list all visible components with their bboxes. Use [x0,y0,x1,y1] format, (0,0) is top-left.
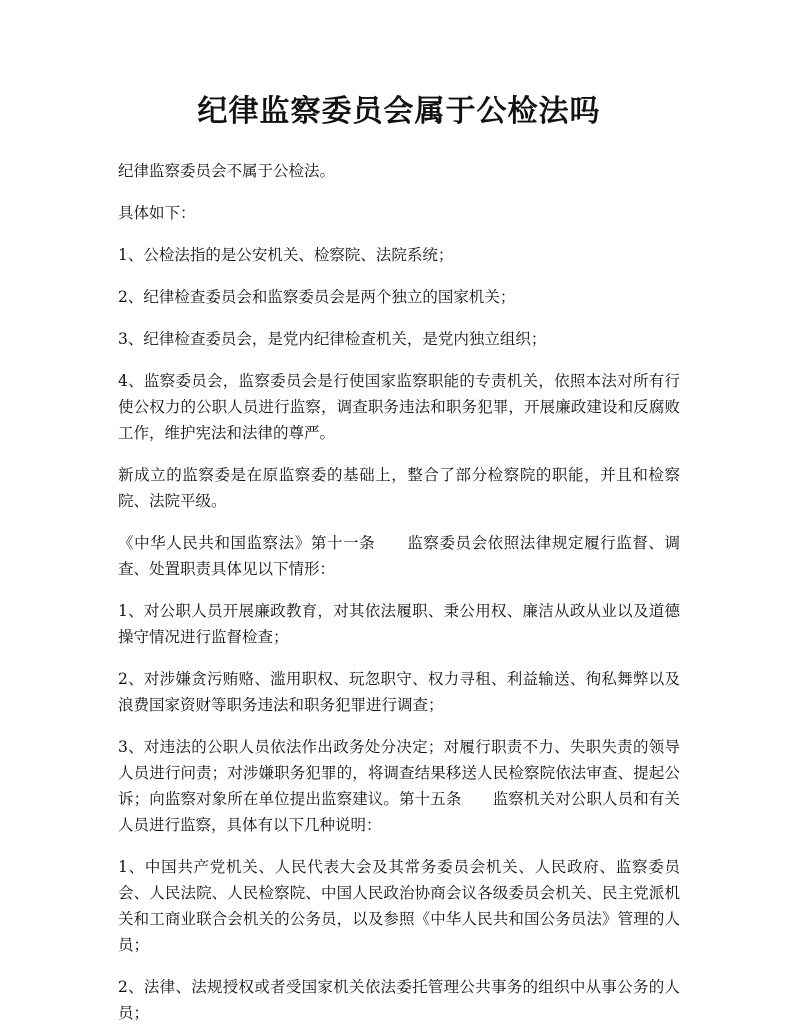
paragraph: 2、法律、法规授权或者受国家机关依法委托管理公共事务的组织中从事公务的人员； [118,978,680,1022]
paragraph: 新成立的监察委是在原监察委的基础上，整合了部分检察院的职能，并且和检察院、法院平级。 [118,466,680,510]
paragraph: 3、对违法的公职人员依法作出政务处分决定；对履行职责不力、失职失责的领导人员进行问责；对涉嫌职务犯罪的，将调查结果移送人民检察院依法审查、提起公诉；向监察对象所在单位提出监察建议。第十五条 监察机关对公职人员和有关人员进行监察，具体有以下几种说明： [118,738,680,834]
paragraph: 具体如下： [118,204,196,222]
paragraph: 《中华人民共和国监察法》第十一条 监察委员会依照法律规定履行监督、调查、处置职责具体见以下情形： [118,534,680,578]
paragraph: 4、监察委员会，监察委员会是行使国家监察职能的专责机关，依照本法对所有行使公权力的公职人员进行监察，调查职务违法和职务犯罪，开展廉政建设和反腐败工作，维护宪法和法律的尊严。 [118,372,680,442]
paragraph: 3、纪律检查委员会，是党内纪律检查机关，是党内独立组织； [118,330,547,348]
paragraph: 1、对公职人员开展廉政教育，对其依法履职、秉公用权、廉洁从政从业以及道德操守情况进行监督检查； [118,602,680,646]
paragraph: 2、对涉嫌贪污贿赂、滥用职权、玩忽职守、权力寻租、利益输送、徇私舞弊以及浪费国家资财等职务违法和职务犯罪进行调查； [118,670,680,714]
document-title: 纪律监察委员会属于公检法吗 [197,94,601,129]
paragraph: 1、公检法指的是公安机关、检察院、法院系统； [118,246,454,264]
document-body [118,158,680,1026]
paragraph: 1、中国共产党机关、人民代表大会及其常务委员会机关、人民政府、监察委员会、人民法院、人民检察院、中国人民政治协商会议各级委员会机关、民主党派机关和工商业联合会机关的公务员，以及参照《中华人民共和国公务员法》管理的人员； [118,858,680,954]
paragraph: 2、纪律检查委员会和监察委员会是两个独立的国家机关； [118,288,516,306]
paragraph: 纪律监察委员会不属于公检法。 [118,162,336,180]
